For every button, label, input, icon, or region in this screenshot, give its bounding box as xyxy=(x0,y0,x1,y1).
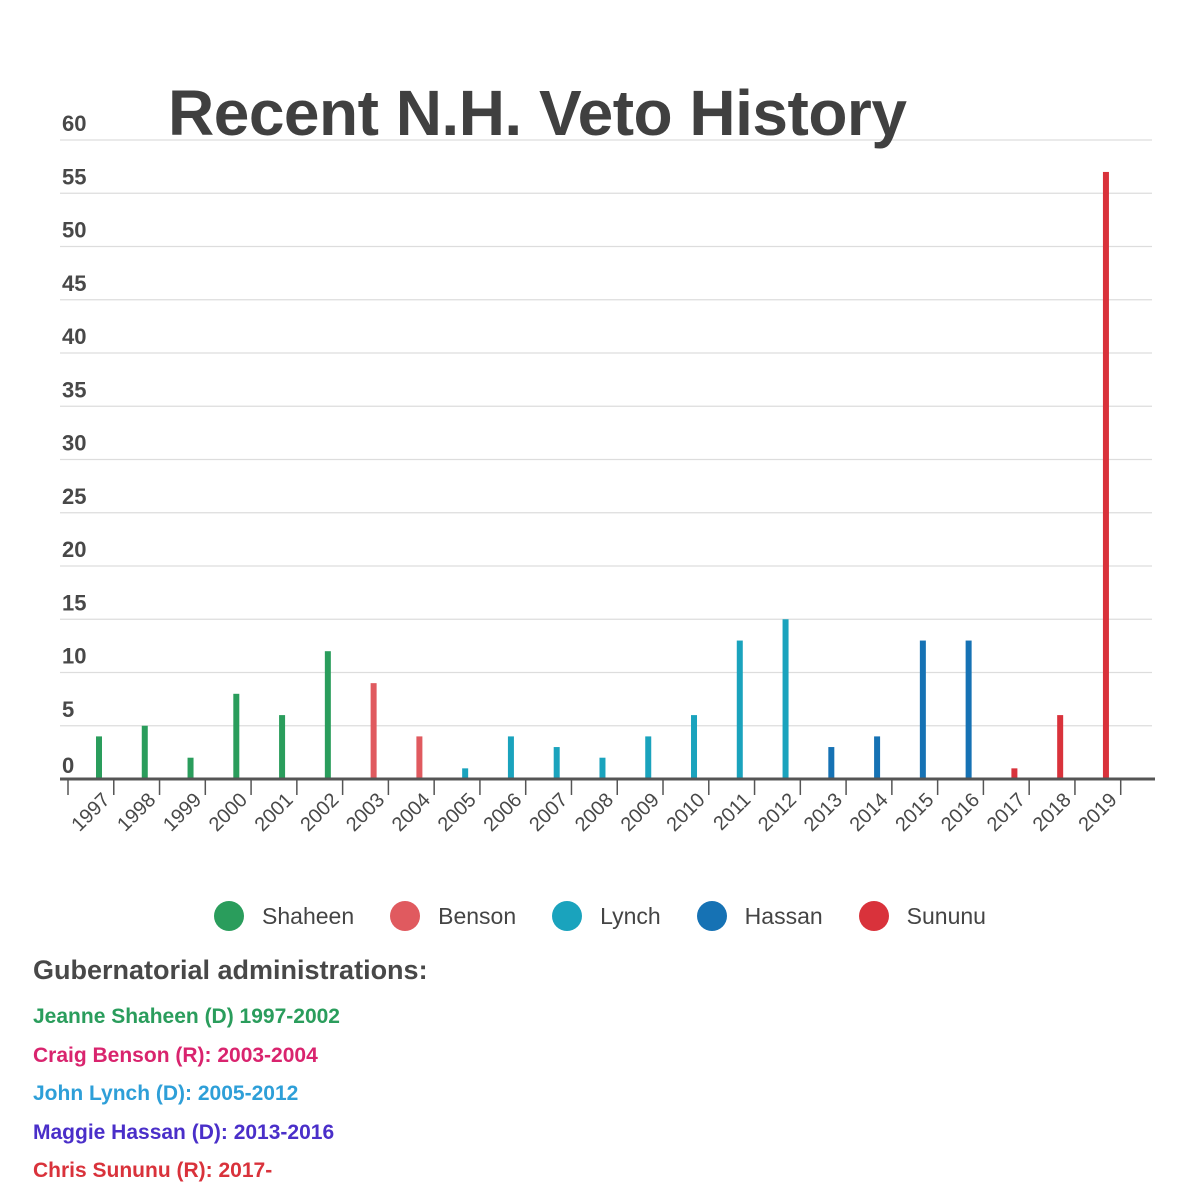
x-tick-label: 1999 xyxy=(159,788,207,837)
x-tick-label: 2004 xyxy=(387,788,435,837)
x-tick-label: 2003 xyxy=(342,788,390,837)
legend-item xyxy=(390,901,516,931)
bar xyxy=(325,651,331,779)
chart-legend xyxy=(0,898,1200,934)
bar xyxy=(920,641,926,779)
x-tick-label: 2006 xyxy=(479,788,527,837)
x-tick-label: 2010 xyxy=(662,788,710,837)
chart-axes xyxy=(60,779,1155,836)
administration-item: Chris Sununu (R): 2017- xyxy=(33,1159,273,1182)
legend-label: Shaheen xyxy=(262,902,355,929)
bar xyxy=(508,736,514,779)
x-tick-label: 2008 xyxy=(570,788,619,837)
legend-label: Hassan xyxy=(744,902,823,929)
bar xyxy=(828,747,834,779)
administration-item: Craig Benson (R): 2003-2004 xyxy=(33,1043,318,1067)
bar xyxy=(645,736,651,779)
y-tick-label: 20 xyxy=(62,537,87,562)
x-tick-label: 2009 xyxy=(616,788,664,837)
bar xyxy=(188,758,194,779)
x-tick-label: 2018 xyxy=(1028,788,1076,837)
legend-swatch xyxy=(697,901,727,931)
bar xyxy=(279,715,285,779)
x-tick-label: 1998 xyxy=(113,788,161,837)
bar xyxy=(783,619,789,779)
legend-item xyxy=(859,901,986,931)
y-tick-label: 25 xyxy=(62,483,87,509)
bar xyxy=(554,747,560,779)
bar xyxy=(96,736,102,779)
bar xyxy=(233,694,239,779)
x-tick-label: 2000 xyxy=(204,788,252,837)
x-tick-label: 2007 xyxy=(525,788,573,837)
legend-label: Lynch xyxy=(600,902,661,929)
legend-label: Benson xyxy=(438,902,517,929)
legend-item xyxy=(214,901,354,931)
x-tick-label: 1997 xyxy=(67,788,115,837)
y-tick-label: 10 xyxy=(62,643,87,669)
bar xyxy=(966,641,972,779)
administration-item: John Lynch (D): 2005-2012 xyxy=(33,1082,299,1105)
bar xyxy=(599,758,605,779)
chart-bars xyxy=(96,172,1109,779)
bar xyxy=(142,726,148,779)
y-tick-label: 5 xyxy=(62,696,75,722)
bar xyxy=(416,736,422,779)
y-tick-label: 50 xyxy=(62,217,87,243)
bar xyxy=(737,641,743,779)
legend-item xyxy=(697,901,823,931)
y-tick-label: 0 xyxy=(62,753,75,778)
x-tick-label: 2019 xyxy=(1074,788,1122,837)
y-tick-label: 55 xyxy=(62,164,87,190)
administration-item: Maggie Hassan (D): 2013-2016 xyxy=(33,1120,335,1144)
legend-swatch xyxy=(859,901,889,931)
y-tick-label: 60 xyxy=(62,111,87,136)
bar xyxy=(1011,768,1017,779)
bar xyxy=(874,736,880,779)
y-tick-label: 15 xyxy=(62,590,87,616)
x-tick-label: 2005 xyxy=(433,788,481,837)
y-tick-label: 40 xyxy=(62,324,87,349)
legend-swatch xyxy=(214,901,244,931)
administrations-list xyxy=(33,1003,340,1196)
legend-label: Sununu xyxy=(906,902,986,929)
x-tick-label: 2012 xyxy=(754,788,802,837)
bar xyxy=(691,715,697,779)
bar xyxy=(371,683,377,779)
x-tick-label: 2001 xyxy=(250,788,298,837)
x-tick-label: 2016 xyxy=(937,788,985,837)
y-tick-label: 30 xyxy=(62,430,87,456)
x-tick-label: 2017 xyxy=(982,788,1030,837)
bar xyxy=(1103,172,1109,779)
legend-item xyxy=(552,901,661,931)
x-tick-label: 2014 xyxy=(845,788,893,837)
administration-item: Jeanne Shaheen (D) 1997-2002 xyxy=(33,1005,340,1028)
legend-swatch xyxy=(552,901,582,931)
chart-grid xyxy=(60,111,1152,778)
bar xyxy=(1057,715,1063,779)
x-tick-label: 2015 xyxy=(891,788,939,837)
x-tick-label: 2013 xyxy=(799,788,847,837)
y-tick-label: 45 xyxy=(62,270,87,296)
administrations-heading: Gubernatorial administrations: xyxy=(33,955,428,985)
chart-title: Recent N.H. Veto History xyxy=(168,77,907,149)
legend-swatch xyxy=(390,901,420,931)
x-tick-label: 2011 xyxy=(709,788,756,835)
x-tick-label: 2002 xyxy=(296,788,344,837)
y-tick-label: 35 xyxy=(62,377,87,403)
bar xyxy=(462,768,468,779)
